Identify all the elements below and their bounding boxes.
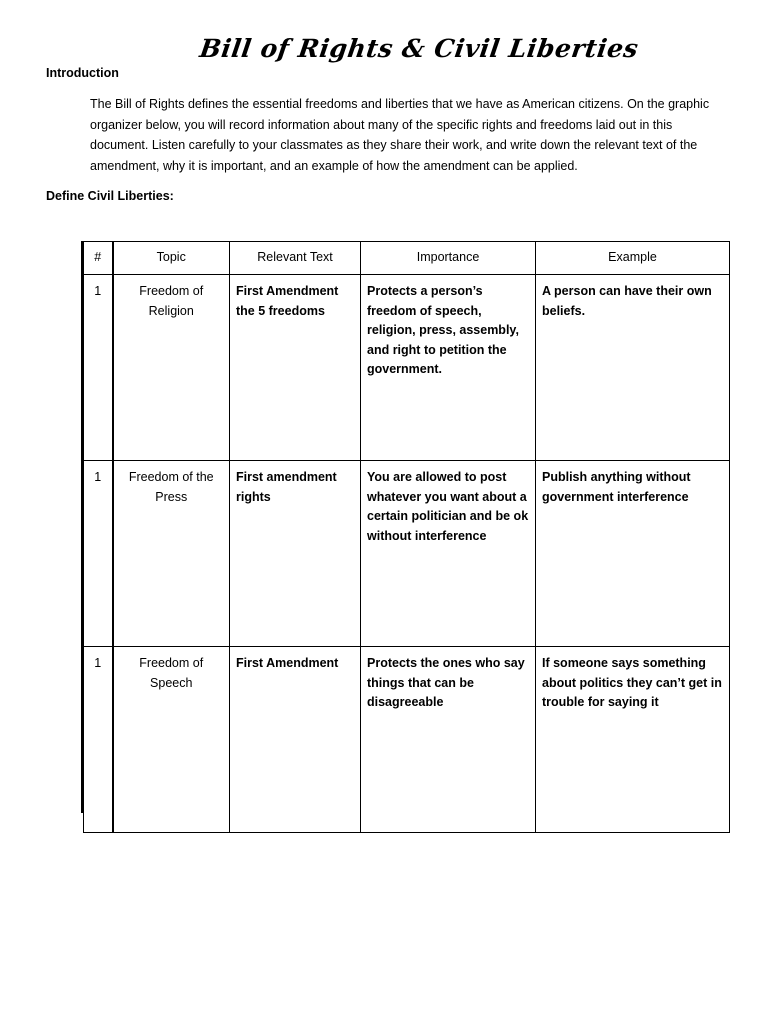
header-relevant-text: Relevant Text — [230, 242, 361, 275]
row-topic: Freedom of Religion — [113, 275, 230, 461]
worksheet-title: Bill of Rights & Civil Liberties — [197, 34, 641, 63]
row-number: 1 — [84, 275, 113, 461]
table-row — [84, 275, 730, 461]
row-relevant-text: First Amendment — [230, 647, 361, 833]
define-civil-liberties-prompt: Define Civil Liberties: — [46, 189, 174, 203]
header-topic: Topic — [113, 242, 230, 275]
row-importance: Protects a person’s freedom of speech, religion, press, assembly, and right to petition the government. — [361, 275, 536, 461]
row-importance: You are allowed to post whatever you want about a certain politician and be ok without interference — [361, 461, 536, 647]
graphic-organizer-table — [83, 241, 730, 833]
row-number: 1 — [84, 461, 113, 647]
row-example: A person can have their own beliefs. — [536, 275, 730, 461]
row-relevant-text: First amendment rights — [230, 461, 361, 647]
introduction-heading: Introduction — [46, 66, 119, 80]
row-topic: Freedom of Speech — [113, 647, 230, 833]
row-topic: Freedom of the Press — [113, 461, 230, 647]
header-importance: Importance — [361, 242, 536, 275]
row-relevant-text: First Amendment the 5 freedoms — [230, 275, 361, 461]
header-number: # — [84, 242, 113, 275]
row-example: If someone says something about politics they can’t get in trouble for saying it — [536, 647, 730, 833]
table-row — [84, 647, 730, 833]
table-row — [84, 461, 730, 647]
row-number: 1 — [84, 647, 113, 833]
table-header-row — [84, 242, 730, 275]
row-importance: Protects the ones who say things that can be disagreeable — [361, 647, 536, 833]
row-example: Publish anything without government interference — [536, 461, 730, 647]
introduction-paragraph: The Bill of Rights defines the essential freedoms and liberties that we have as American citizens. On the graphic organizer below, you will record information about many of the specific rights and freedoms laid out in this document. Listen carefully to your classmates as they share their work, and write down the relevant text of the amendment, why it is important, and an example of how the amendment can be applied. — [90, 97, 710, 173]
header-example: Example — [536, 242, 730, 275]
